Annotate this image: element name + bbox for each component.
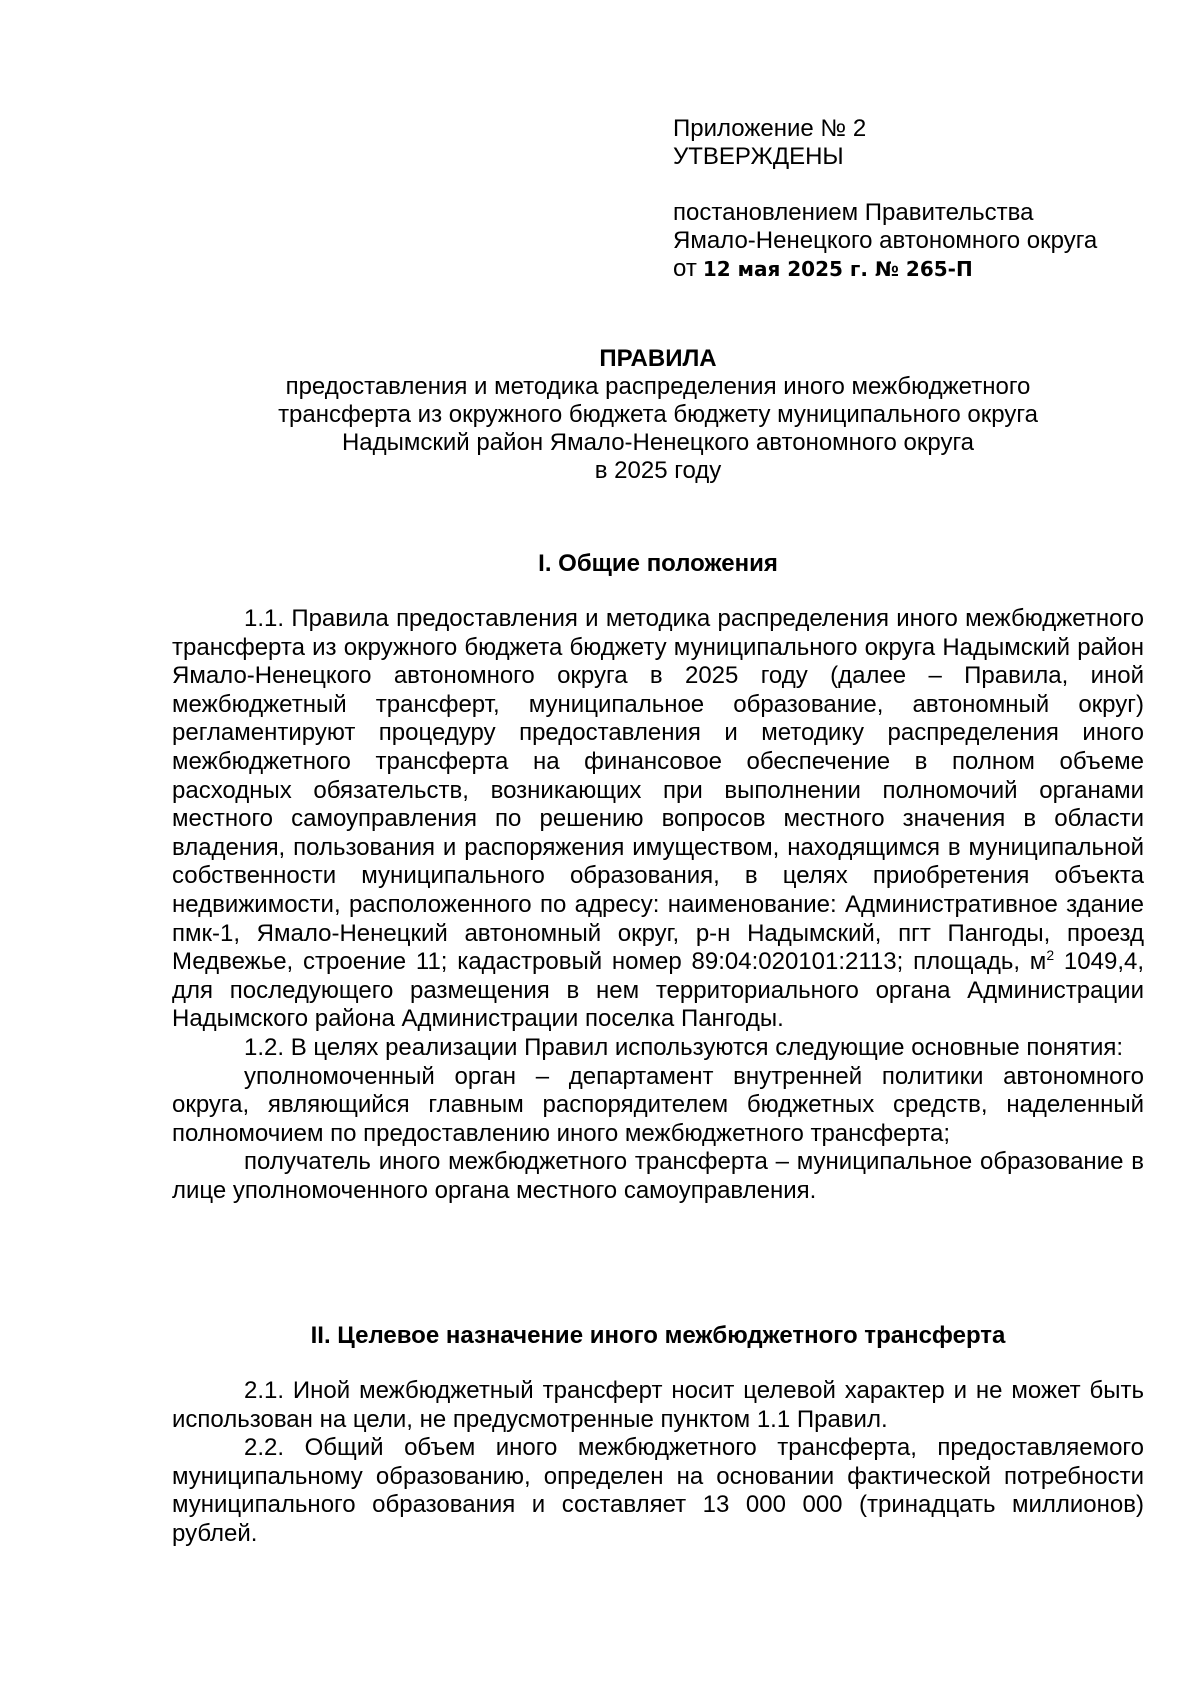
approval-block	[673, 115, 1143, 283]
spacer	[673, 171, 1143, 199]
superscript-2: 2	[1046, 947, 1055, 964]
paragraph-2-1: 2.1. Иной межбюджетный трансферт носит целевой характер и не может быть использован на цели, не предусмотренные пунктом 1.1 Правил.	[172, 1377, 1144, 1433]
decree-line-2: Ямало-Ненецкого автономного округа	[673, 227, 1098, 254]
definition-authorized-body: уполномоченный орган – департамент внутренней политики автономного округа, являющийся главным распорядителем бюджетных средств, наделенный полномочием по предоставлению иного межбюджетного трансферта;	[172, 1062, 1144, 1147]
paragraph-2-2: 2.2. Общий объем иного межбюджетного трансферта, предоставляемого муниципальному образованию, определен на основании фактической потребности муниципального образования и составляет 13 000 000 (тринадцать миллионов) рублей.	[172, 1434, 1144, 1547]
paragraph-1-1-text-end: 1049,4, для последующего размещения в нем территориального органа Администрации Надымского района Администрации поселка Пангоды.	[172, 948, 1144, 1033]
section-2-heading: II. Целевое назначение иного межбюджетного трансферта	[310, 1322, 1006, 1349]
title-line-3: Надымский район Ямало-Ненецкого автономного округа	[341, 429, 975, 456]
paragraph-1-2: 1.2. В целях реализации Правил используются следующие основные понятия:	[244, 1033, 1124, 1061]
section-1-heading: I. Общие положения	[538, 550, 778, 577]
decree-date-line	[673, 255, 1143, 283]
decree-date-number: 12 мая 2025 г. № 265-П	[702, 257, 973, 281]
approved-label: УТВЕРЖДЕНЫ	[673, 143, 844, 170]
section-1-body	[172, 605, 1144, 1205]
appendix-label: Приложение № 2	[673, 115, 867, 142]
title-line-1: предоставления и методика распределения иного межбюджетного	[285, 373, 1031, 400]
definition-recipient: получатель иного межбюджетного трансферта – муниципальное образование в лице уполномоченного органа местного самоуправления.	[172, 1148, 1144, 1204]
section-2-body	[172, 1377, 1144, 1549]
paragraph-1-1	[172, 605, 1144, 1034]
decree-line-1: постановлением Правительства	[673, 199, 1034, 226]
document-title	[172, 345, 1144, 485]
title-line-2: трансферта из окружного бюджета бюджету муниципального округа	[278, 401, 1038, 428]
date-prefix: от	[673, 255, 697, 282]
paragraph-1-1-text: 1.1. Правила предоставления и методика распределения иного межбюджетного трансферта из окружного бюджета бюджету муниципального округа Надымский район Ямало-Ненецкого автономного округа в 2025 году (далее – Правила, иной межбюджетный трансферт, муниципальное образование, автономный округ) регламентируют процедуру предоставления и методику распределения иного межбюджетного трансферта на финансовое обеспечение в полном объеме расходных обязательств, возникающих при выполнении полномочий органами местного самоуправления по решению вопросов местного значения в области владения, пользования и распоряжения имуществом, находящимся в муниципальной собственности муниципального образования, в целях приобретения объекта недвижимости, расположенного по адресу: наименование: Административное здание пмк-1, Ямало-Ненецкий автономный округ, р-н Надымский, пгт Пангоды, проезд Медвежье, строение 11; кадастровый номер 89:04:020101:2113; площадь, м	[172, 605, 1144, 976]
title-main: ПРАВИЛА	[599, 345, 717, 372]
title-line-4: в 2025 году	[594, 457, 722, 484]
